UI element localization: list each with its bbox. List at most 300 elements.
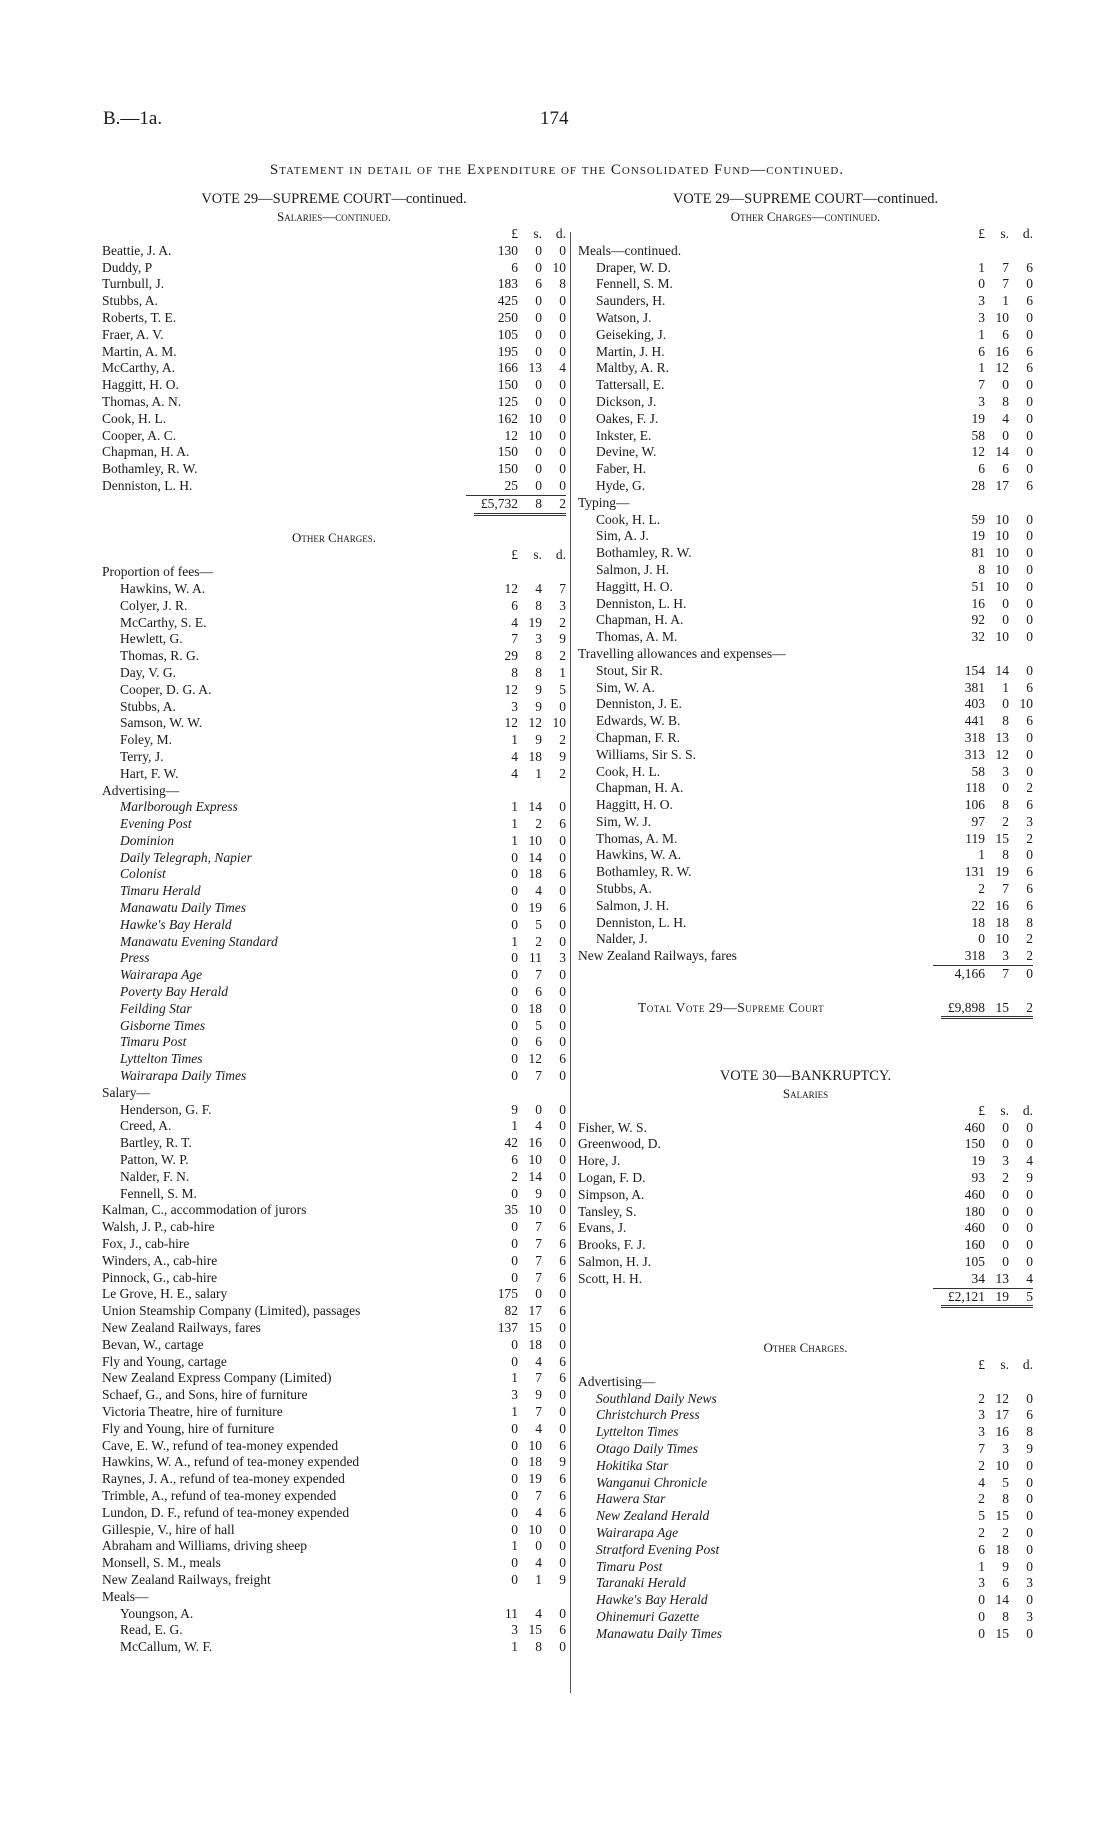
amount-pounds: 460	[964, 1220, 985, 1236]
entry-name: Winders, A., cab-hire	[102, 1252, 218, 1268]
entry-name: Scott, H. H.	[578, 1270, 643, 1286]
amount-shillings: 10	[995, 545, 1009, 561]
amount-shillings: 16	[995, 343, 1009, 359]
table-row	[578, 646, 1033, 663]
amount-pence: 0	[559, 1168, 566, 1184]
table-row	[102, 461, 566, 478]
entry-name: Timaru Post	[596, 1558, 663, 1574]
table-row	[102, 293, 566, 310]
amount-pence: 6	[559, 816, 566, 832]
entry-name: Feilding Star	[120, 1000, 192, 1016]
amount-pence: 6	[559, 1269, 566, 1285]
amount-cell	[941, 1441, 1033, 1458]
amount-pounds: 460	[964, 1119, 985, 1135]
amount-shillings: 0	[1002, 595, 1009, 611]
amount-pence: 2	[1026, 948, 1033, 964]
entry-name: Henderson, G. F.	[120, 1101, 212, 1117]
amount-pence: 0	[559, 1000, 566, 1016]
amount-pounds: 0	[511, 1034, 518, 1050]
amount-cell	[941, 226, 1033, 243]
table-row	[102, 917, 566, 934]
amount-cell	[474, 1454, 566, 1471]
amount-pence: 0	[1026, 966, 1033, 982]
entry-name: Kalman, C., accommodation of jurors	[102, 1202, 307, 1218]
entry-name: Manawatu Daily Times	[120, 900, 247, 916]
amount-pounds: 381	[964, 679, 985, 695]
amount-shillings: 0	[535, 1538, 542, 1554]
amount-shillings: 19	[995, 864, 1009, 880]
amount-pounds: 4	[511, 765, 518, 781]
table-row	[102, 1488, 566, 1505]
total-row	[102, 496, 566, 513]
table-row	[578, 562, 1033, 579]
amount-shillings: 15	[995, 830, 1009, 846]
amount-cell	[941, 260, 1033, 277]
entry-name: Manawatu Evening Standard	[120, 933, 278, 949]
amount-pence: 2	[559, 765, 566, 781]
amount-pounds: 7	[978, 377, 985, 393]
amount-shillings: 13	[995, 729, 1009, 745]
units-row	[578, 226, 1033, 243]
amount-cell	[474, 1152, 566, 1169]
amount-shillings: 16	[528, 1135, 542, 1151]
table-row	[102, 478, 566, 495]
amount-pence: 0	[559, 1538, 566, 1554]
amount-pounds: 3	[978, 309, 985, 325]
amount-shillings: 0	[535, 242, 542, 258]
amount-pounds: 0	[978, 1592, 985, 1608]
amount-pence: 2	[1026, 780, 1033, 796]
amount-pounds: 42	[504, 1135, 518, 1151]
table-row	[102, 866, 566, 883]
amount-pence: 3	[1026, 1575, 1033, 1591]
table-row	[578, 1575, 1033, 1592]
amount-pence: 4	[1026, 1153, 1033, 1169]
table-row	[578, 344, 1033, 361]
table-row	[578, 1424, 1033, 1441]
amount-cell	[474, 1236, 566, 1253]
amount-pence: 0	[1026, 1186, 1033, 1202]
table-row	[578, 814, 1033, 831]
amount-pounds: 150	[497, 444, 518, 460]
entry-name: Trimble, A., refund of tea-money expended	[102, 1487, 337, 1503]
entry-name: Evening Post	[120, 816, 192, 832]
amount-shillings: 10	[528, 1521, 542, 1537]
amount-pounds: 3	[511, 1387, 518, 1403]
amount-pounds: 3	[978, 393, 985, 409]
amount-cell	[474, 1471, 566, 1488]
amount-pence: 0	[559, 326, 566, 342]
table-row	[102, 1286, 566, 1303]
amount-cell	[941, 629, 1033, 646]
amount-shillings: 10	[995, 528, 1009, 544]
amount-pounds: 0	[511, 1471, 518, 1487]
amount-shillings: 16	[995, 897, 1009, 913]
entry-name: Dickson, J.	[596, 393, 657, 409]
amount-shillings: 14	[995, 1592, 1009, 1608]
table-row	[578, 1491, 1033, 1508]
amount-pounds: 12	[504, 580, 518, 596]
amount-pence: 0	[1026, 528, 1033, 544]
table-row	[102, 1303, 566, 1320]
amount-pence: 0	[1026, 326, 1033, 342]
amount-shillings: 0	[1002, 377, 1009, 393]
entry-name: Pinnock, G., cab-hire	[102, 1269, 218, 1285]
amount-pence: 6	[559, 1236, 566, 1252]
amount-pounds: 0	[511, 866, 518, 882]
table-row	[102, 665, 566, 682]
amount-shillings: s.	[533, 547, 542, 563]
table-row	[102, 411, 566, 428]
amount-cell	[474, 581, 566, 598]
table-row	[102, 615, 566, 632]
amount-pence: 0	[1026, 1390, 1033, 1406]
entry-name: Fraer, A. V.	[102, 326, 164, 342]
amount-pounds: 1	[511, 1639, 518, 1655]
amount-pounds: 9	[511, 1101, 518, 1117]
amount-cell	[474, 1051, 566, 1068]
amount-shillings: 7	[535, 1487, 542, 1503]
amount-pounds: 6	[978, 343, 985, 359]
amount-shillings: s.	[1000, 1357, 1009, 1372]
amount-cell	[941, 915, 1033, 932]
amount-shillings: s.	[1000, 226, 1009, 241]
entry-name: Tattersall, E.	[596, 377, 665, 393]
amount-cell	[941, 512, 1033, 529]
amount-shillings: 2	[535, 816, 542, 832]
amount-pence: 6	[1026, 897, 1033, 913]
amount-pence: 3	[1026, 1608, 1033, 1624]
amount-pence: 0	[559, 309, 566, 325]
total-row	[578, 966, 1033, 983]
amount-cell	[474, 682, 566, 699]
amount-cell	[474, 1320, 566, 1337]
amount-pounds: 1	[511, 933, 518, 949]
table-row	[578, 260, 1033, 277]
amount-pence: 7	[559, 580, 566, 596]
entry-name: Foley, M.	[120, 732, 173, 748]
table-row	[102, 1622, 566, 1639]
amount-pounds: 0	[511, 900, 518, 916]
amount-shillings: 1	[1002, 679, 1009, 695]
amount-shillings: 8	[535, 1639, 542, 1655]
table-row	[102, 1169, 566, 1186]
amount-cell	[941, 1000, 1033, 1020]
amount-shillings: 10	[528, 1152, 542, 1168]
amount-pounds: 58	[971, 427, 985, 443]
amount-pounds: 1	[511, 816, 518, 832]
amount-cell	[941, 579, 1033, 596]
amount-cell	[941, 797, 1033, 814]
amount-shillings: 0	[1002, 1254, 1009, 1270]
spacer	[578, 983, 1033, 1000]
amount-shillings: 10	[995, 511, 1009, 527]
entry-name: Sim, W. J.	[596, 813, 652, 829]
entry-name: Taranaki Herald	[596, 1575, 686, 1591]
amount-shillings: 7	[535, 1269, 542, 1285]
table-row	[578, 495, 1033, 512]
entry-name: Hokitika Star	[596, 1457, 669, 1473]
entry-name: Nalder, F. N.	[120, 1168, 190, 1184]
section-title: Other Charges—continued.	[730, 209, 881, 224]
amount-shillings: 6	[1002, 326, 1009, 342]
amount-cell	[474, 615, 566, 632]
amount-cell	[941, 444, 1033, 461]
entry-name: Hawke's Bay Herald	[596, 1592, 708, 1608]
table-row	[578, 327, 1033, 344]
entry-name: Hawera Star	[596, 1491, 666, 1507]
amount-pence: 0	[559, 698, 566, 714]
table-row	[578, 730, 1033, 747]
table-row	[578, 1542, 1033, 1559]
amount-pence: 0	[559, 293, 566, 309]
entry-name: Bothamley, R. W.	[102, 461, 198, 477]
amount-pence: 0	[1026, 1203, 1033, 1219]
amount-shillings: 3	[1002, 948, 1009, 964]
amount-cell	[941, 1592, 1033, 1609]
amount-cell	[941, 394, 1033, 411]
entry-name: Thomas, A. M.	[596, 629, 678, 645]
table-row	[578, 411, 1033, 428]
table-row	[102, 1421, 566, 1438]
amount-shillings: 12	[528, 715, 542, 731]
amount-cell	[474, 496, 566, 516]
amount-cell	[941, 814, 1033, 831]
amount-pounds: 92	[971, 612, 985, 628]
table-row	[102, 1538, 566, 1555]
amount-pence: 10	[1019, 696, 1033, 712]
entry-name: Wairarapa Age	[120, 967, 203, 983]
amount-pounds: 4	[978, 1474, 985, 1490]
amount-pounds: 0	[511, 1185, 518, 1201]
amount-pounds: 0	[511, 1353, 518, 1369]
amount-shillings: 0	[1002, 1186, 1009, 1202]
amount-shillings: 0	[1002, 1237, 1009, 1253]
entry-name: Timaru Herald	[120, 883, 201, 899]
entry-name: Advertising—	[102, 782, 180, 798]
entry-name: Logan, F. D.	[578, 1170, 646, 1186]
amount-shillings: 0	[535, 1101, 542, 1117]
amount-pence: 0	[1026, 1592, 1033, 1608]
amount-pence: 2	[1026, 830, 1033, 846]
amount-pence: 0	[559, 1185, 566, 1201]
amount-pence: 0	[1026, 309, 1033, 325]
amount-pounds: 0	[511, 1521, 518, 1537]
statement-title: Statement in detail of the Expenditure of the Consolidated Fund—continued.	[269, 162, 845, 178]
amount-pence: 0	[559, 1420, 566, 1436]
entry-name: Le Grove, H. E., salary	[102, 1286, 228, 1302]
amount-cell	[941, 360, 1033, 377]
units-row	[578, 1103, 1033, 1120]
table-row	[578, 931, 1033, 948]
amount-cell	[474, 1370, 566, 1387]
entry-name: Denniston, L. H.	[102, 477, 193, 493]
table-row	[578, 1271, 1033, 1288]
amount-pounds: 2	[978, 1524, 985, 1540]
amount-pence: 0	[1026, 1474, 1033, 1490]
entry-name: Oakes, F. J.	[596, 410, 659, 426]
table-row	[578, 1374, 1033, 1391]
amount-pence: 0	[559, 1387, 566, 1403]
table-row	[102, 360, 566, 377]
amount-shillings: s.	[533, 226, 542, 241]
amount-pence: 4	[1026, 1270, 1033, 1286]
entry-name: Travelling allowances and expenses—	[578, 645, 786, 661]
amount-shillings: 0	[535, 259, 542, 275]
table-row	[578, 1592, 1033, 1609]
entry-name: Monsell, S. M., meals	[102, 1555, 221, 1571]
table-row	[102, 1337, 566, 1354]
entry-name: Cooper, A. C.	[102, 427, 177, 443]
amount-shillings: 9	[535, 1387, 542, 1403]
entry-name: McCallum, W. F.	[120, 1639, 213, 1655]
table-row	[578, 663, 1033, 680]
amount-cell	[941, 1357, 1033, 1374]
amount-shillings: 8	[535, 648, 542, 664]
amount-pence: d.	[1022, 226, 1033, 241]
amount-pence: 8	[559, 276, 566, 292]
amount-pounds: 0	[978, 1608, 985, 1624]
amount-shillings: 7	[535, 1219, 542, 1235]
amount-pounds: 0	[511, 967, 518, 983]
amount-pounds: £2,121	[947, 1288, 985, 1304]
table-row	[578, 847, 1033, 864]
amount-pounds: 105	[964, 1254, 985, 1270]
entry-name: Advertising—	[578, 1373, 656, 1389]
amount-pence: 6	[559, 1487, 566, 1503]
amount-shillings: 12	[995, 360, 1009, 376]
amount-cell	[474, 327, 566, 344]
amount-shillings: 8	[1002, 393, 1009, 409]
amount-pounds: 28	[971, 477, 985, 493]
amount-pounds: 0	[978, 931, 985, 947]
entry-name: Denniston, L. H.	[596, 914, 687, 930]
amount-pence: 0	[559, 799, 566, 815]
amount-shillings: 4	[535, 1555, 542, 1571]
table-row	[102, 564, 566, 581]
table-row	[102, 276, 566, 293]
amount-pounds: 8	[511, 664, 518, 680]
entry-name: Salmon, J. H.	[596, 561, 670, 577]
amount-pounds: 119	[965, 830, 985, 846]
amount-cell	[941, 1187, 1033, 1204]
table-row	[102, 1639, 566, 1656]
amount-shillings: 0	[1002, 696, 1009, 712]
amount-pence: 0	[1026, 377, 1033, 393]
entry-name: Walsh, J. P., cab-hire	[102, 1219, 215, 1235]
amount-shillings: 18	[528, 1000, 542, 1016]
amount-cell	[941, 327, 1033, 344]
amount-pence: 0	[1026, 410, 1033, 426]
amount-shillings: 17	[995, 477, 1009, 493]
amount-cell	[941, 1220, 1033, 1237]
entry-name: Proportion of fees—	[102, 564, 213, 580]
entry-name: Brooks, F. J.	[578, 1237, 646, 1253]
entry-name: New Zealand Railways, fares	[578, 948, 737, 964]
amount-pounds: 7	[511, 631, 518, 647]
amount-pounds: 93	[971, 1170, 985, 1186]
amount-pence: d.	[1022, 1102, 1033, 1118]
amount-pounds: 0	[511, 1555, 518, 1571]
entry-name: Salmon, J. H.	[596, 897, 670, 913]
amount-cell	[474, 1438, 566, 1455]
amount-pounds: 180	[964, 1203, 985, 1219]
amount-pence: 3	[559, 950, 566, 966]
entry-name: Hawkins, W. A.	[596, 847, 682, 863]
amount-pence: 2	[1026, 999, 1033, 1015]
amount-cell	[941, 864, 1033, 881]
amount-pence: 0	[559, 1101, 566, 1117]
vote-title: VOTE 29—SUPREME COURT—continued.	[672, 191, 939, 207]
entry-name: Press	[120, 950, 150, 966]
amount-pence: 10	[552, 715, 566, 731]
amount-pounds: 12	[504, 427, 518, 443]
table-row	[578, 428, 1033, 445]
amount-pounds: 403	[964, 696, 985, 712]
amount-pounds: 4,166	[954, 966, 985, 982]
amount-shillings: 0	[1002, 780, 1009, 796]
amount-pounds: 59	[971, 511, 985, 527]
amount-cell	[474, 665, 566, 682]
amount-shillings: 0	[1002, 1136, 1009, 1152]
amount-shillings: 7	[1002, 881, 1009, 897]
table-row	[578, 1170, 1033, 1187]
table-row	[102, 950, 566, 967]
amount-cell	[941, 562, 1033, 579]
table-row	[578, 579, 1033, 596]
amount-pounds: 0	[511, 1219, 518, 1235]
entry-name: Watson, J.	[596, 309, 652, 325]
spacer	[578, 1050, 1033, 1067]
amount-pounds: 1	[511, 1370, 518, 1386]
amount-cell	[474, 1337, 566, 1354]
amount-cell	[941, 1170, 1033, 1187]
entry-name: Sim, W. A.	[596, 679, 655, 695]
amount-cell	[474, 732, 566, 749]
table-row	[102, 631, 566, 648]
amount-cell	[474, 1354, 566, 1371]
entry-name: Hart, F. W.	[120, 765, 179, 781]
entry-name: Haggitt, H. O.	[596, 797, 673, 813]
amount-cell	[474, 1303, 566, 1320]
entry-name: Wanganui Chronicle	[596, 1474, 708, 1490]
amount-pence: 9	[1026, 1440, 1033, 1456]
amount-pence: 6	[559, 1471, 566, 1487]
entry-name: Turnbull, J.	[102, 276, 165, 292]
entry-name: Hyde, G.	[596, 477, 646, 493]
amount-shillings: 9	[535, 732, 542, 748]
amount-pence: 0	[559, 1068, 566, 1084]
entry-name: Hawke's Bay Herald	[120, 916, 232, 932]
amount-pounds: 2	[511, 1168, 518, 1184]
amount-cell	[474, 1505, 566, 1522]
amount-cell	[941, 1542, 1033, 1559]
amount-pence: 3	[559, 597, 566, 613]
amount-pounds: 19	[971, 1153, 985, 1169]
amount-cell	[474, 1219, 566, 1236]
amount-pence: 0	[559, 1118, 566, 1134]
entry-name: Stout, Sir R.	[596, 662, 663, 678]
amount-pounds: 137	[497, 1320, 518, 1335]
amount-shillings: 19	[528, 900, 542, 916]
table-row	[102, 598, 566, 615]
table-row	[102, 1555, 566, 1572]
entry-name: Thomas, A. N.	[102, 393, 182, 409]
amount-pence: 0	[559, 393, 566, 409]
amount-cell	[474, 631, 566, 648]
amount-pounds: 3	[511, 698, 518, 714]
table-row	[102, 1202, 566, 1219]
